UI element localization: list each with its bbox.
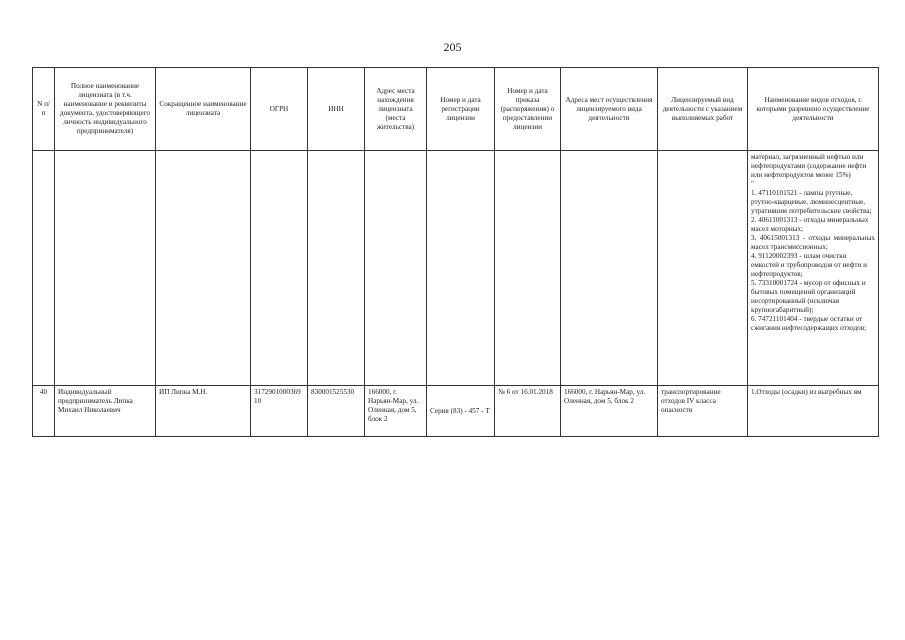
address-cell: 166000, г. Нарьян-Мар, ул. Оленная, дом 5, блок 2	[365, 386, 427, 437]
waste-cell: 1.Отходы (осадки) из выгребных ям	[748, 386, 879, 437]
empty-cell	[156, 151, 251, 386]
waste-list-cell	[748, 151, 879, 386]
ogrn-cell: 317290100036910	[251, 386, 308, 437]
waste-line: материал, загрязненный нефтью или нефтепродуктами (содержание нефти или нефтепродуктов менее 15%)	[751, 153, 867, 179]
column-header-activity-address: Адреса мест осуществления лицензируемого вида деятельности	[561, 68, 658, 151]
empty-cell	[427, 151, 495, 386]
table-row	[33, 151, 879, 386]
column-header-address: Адрес места нахождения лицензиата (места жительства)	[365, 68, 427, 151]
column-header-registration: Номер и дата регистрации лицензии	[427, 68, 495, 151]
waste-line: 1. 47110101521 - лампы ртутные, ртутно-кварцевые, люминесцентные, утратившие потребительские свойства;	[751, 189, 872, 215]
row-number: 40	[33, 386, 55, 437]
column-header-short-name: Сокращенное наименование лицензиата	[156, 68, 251, 151]
waste-line: 5. 73310001724 - мусор от офисных и бытовых помещений организаций несортированный (исключая крупногабаритный);	[751, 279, 866, 314]
column-header-waste: Наименование видов отходов, с которыми разрешено осуществление деятельности	[748, 68, 879, 151]
table-header-row	[33, 68, 879, 151]
empty-cell	[308, 151, 365, 386]
column-header-inn: ИНН	[308, 68, 365, 151]
table-row	[33, 386, 879, 437]
activity-address-cell: 166000, г. Нарьян-Мар, ул. Оленная, дом 5, блок 2	[561, 386, 658, 437]
waste-line: 3. 40615001313 - отходы минеральных масел трансмиссионных;	[751, 234, 875, 251]
empty-cell	[495, 151, 561, 386]
waste-line: "	[751, 180, 754, 188]
empty-cell	[33, 151, 55, 386]
empty-cell	[658, 151, 748, 386]
registration-cell: Серия (83) - 457 - Т	[427, 386, 495, 437]
column-header-order: Номер и дата приказа (распоряжения) о предоставлении лицензии	[495, 68, 561, 151]
license-registry-table	[32, 67, 879, 437]
inn-cell: 830001525530	[308, 386, 365, 437]
column-header-ogrn: ОГРН	[251, 68, 308, 151]
column-header-activity: Лицензируемый вид деятельности с указанием выполняемых работ	[658, 68, 748, 151]
short-name-cell: ИП Липка М.Н.	[156, 386, 251, 437]
empty-cell	[561, 151, 658, 386]
page-number: 205	[443, 40, 462, 54]
activity-cell: транспортирование отходов IV класса опасности	[658, 386, 748, 437]
empty-cell	[55, 151, 156, 386]
waste-line: 6. 74721101404 - твердые остатки от сжигания нефтесодержащих отходов;	[751, 315, 867, 332]
full-name-cell: Индивидуальный предприниматель Липка Михаил Николаевич	[55, 386, 156, 437]
column-header-full-name: Полное наименование лицензиата (в т.ч. наименование и реквизиты документа, удостоверяющего личность индивидуального предпринимателя)	[55, 68, 156, 151]
empty-cell	[251, 151, 308, 386]
empty-cell	[365, 151, 427, 386]
order-cell: № 6 от 16.01.2018	[495, 386, 561, 437]
column-header-num: N п/п	[33, 68, 55, 151]
waste-line: 4. 91120002393 - шлам очистки емкостей и трубопроводов от нефти и нефтепродуктов;	[751, 252, 867, 278]
waste-line: 2. 40611001313 - отходы минеральных масел моторных;	[751, 216, 869, 233]
